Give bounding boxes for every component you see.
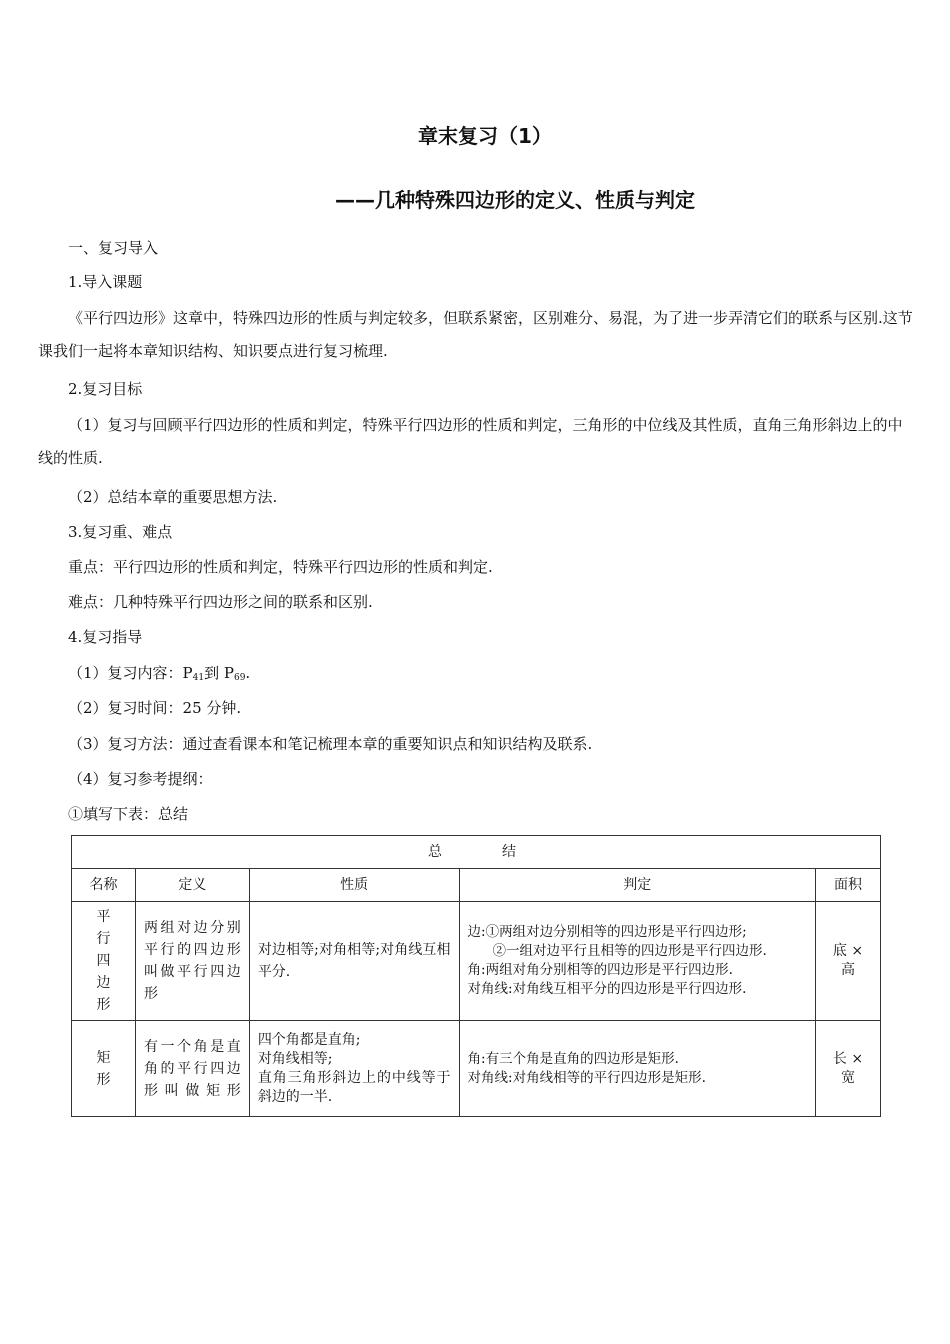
column-header: 面积: [816, 869, 881, 902]
definition-text: 两组对边分别平行的四边形叫做平行四边形: [143, 920, 241, 1002]
guide-item: （4）复习参考提纲：: [68, 770, 213, 788]
name-char: 行: [96, 931, 111, 947]
judgement-line: 对角线:对角线互相平分的四边形是平行四边形.: [467, 981, 747, 997]
column-header: 性质: [249, 869, 459, 902]
judgement-line: 角:两组对角分别相等的四边形是平行四边形.: [467, 962, 733, 978]
goal-item: （2）总结本章的重要思想方法.: [68, 488, 278, 506]
table-row: [72, 1021, 881, 1117]
key-point: 重点：平行四边形的性质和判定，特殊平行四边形的性质和判定.: [68, 558, 493, 576]
judgement-line: 角:有三个角是直角的四边形是矩形.: [467, 1050, 679, 1067]
judgement-line: ②一组对边平行且相等的四边形是平行四边形.: [492, 943, 767, 959]
column-header: 判定: [459, 869, 816, 902]
name-cell: [72, 1021, 136, 1117]
summary-table: [71, 835, 881, 1117]
section-heading: 一、复习导入: [68, 239, 159, 257]
property-text: 对边相等;对角相等;对角线互相平分.: [257, 942, 451, 980]
judgement-cell: [459, 1021, 816, 1117]
definition-cell: [135, 902, 249, 1021]
definition-text: 有一个角是直角的平行四边形叫做矩形: [143, 1038, 241, 1099]
table-row: [72, 902, 881, 1021]
name-char: 矩: [96, 1049, 111, 1066]
column-header: 定义: [135, 869, 249, 902]
table-intro: ①填写下表：总结: [68, 805, 189, 823]
guide-text: .: [245, 664, 251, 682]
subsection-heading: 3.复习重、难点: [68, 523, 173, 541]
page-subscript: 69: [233, 673, 246, 683]
definition-cell: [135, 1021, 249, 1117]
area-cell: 底 × 高: [816, 902, 881, 1021]
subsection-heading: 4.复习指导: [68, 628, 143, 646]
page-subtitle: ——几种特殊四边形的定义、性质与判定: [335, 188, 695, 212]
judgement-line: 对角线:对角线相等的平行四边形是矩形.: [467, 1069, 706, 1086]
property-line: 四个角都是直角;: [257, 1031, 361, 1048]
name-char: 形: [96, 1071, 111, 1088]
table-caption: 总结: [72, 836, 881, 869]
property-line: 直角三角形斜边上的中线等于斜边的一半.: [257, 1069, 451, 1105]
property-cell: [249, 902, 459, 1021]
table-header-row: [72, 869, 881, 902]
name-char: 形: [96, 997, 111, 1013]
property-line: 对角线相等;: [257, 1050, 333, 1067]
name-cell: [72, 902, 136, 1021]
subsection-heading: 1.导入课题: [68, 273, 143, 291]
judgement-cell: [459, 902, 816, 1021]
difficult-point: 难点：几种特殊平行四边形之间的联系和区别.: [68, 593, 373, 611]
property-cell: [249, 1021, 459, 1117]
guide-item: （3）复习方法：通过查看课本和笔记梳理本章的重要知识点和知识结构及联系.: [68, 735, 593, 753]
goal-item: （1）复习与回顾平行四边形的性质和判定，特殊平行四边形的性质和判定，三角形的中位线及其性质，直角三角形斜边上的中线的性质.: [38, 416, 903, 467]
guide-text: （1）复习内容：P: [68, 664, 193, 682]
area-cell: 长 × 宽: [816, 1021, 881, 1117]
name-char: 平: [96, 909, 111, 925]
page-title: 章末复习（1）: [418, 124, 552, 148]
page-subscript: 41: [192, 673, 205, 683]
judgement-line: 边:①两组对边分别相等的四边形是平行四边形;: [467, 924, 747, 940]
intro-paragraph: 《平行四边形》这章中，特殊四边形的性质与判定较多，但联系紧密，区别难分、易混，为了进一步弄清它们的联系与区别.这节课我们一起将本章知识结构、知识要点进行复习梳理.: [38, 309, 913, 360]
table-caption-row: [72, 836, 881, 869]
subsection-heading: 2.复习目标: [68, 380, 143, 398]
guide-text: 到 P: [204, 664, 234, 682]
guide-item: [68, 663, 250, 688]
column-header: 名称: [72, 869, 136, 902]
name-char: 边: [96, 975, 111, 991]
name-char: 四: [96, 953, 111, 969]
guide-item: （2）复习时间：25 分钟.: [68, 699, 242, 717]
